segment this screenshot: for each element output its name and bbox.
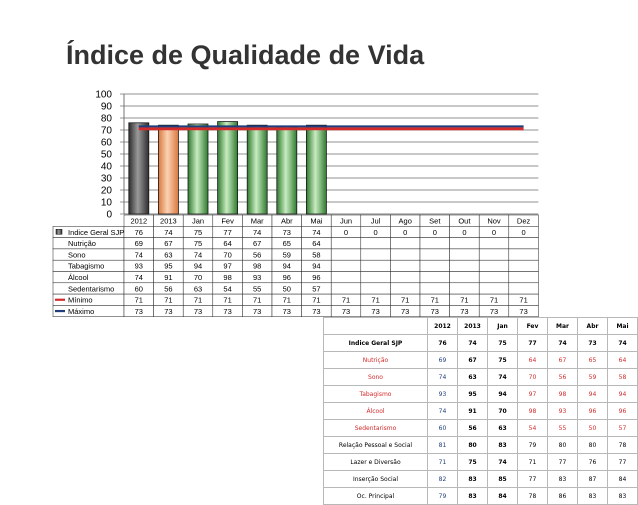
cell-value: 73: [282, 227, 291, 237]
detail-cell-value: 57: [608, 420, 638, 437]
cell-value: 73: [223, 306, 232, 316]
cell-value: 56: [164, 284, 173, 294]
detail-cell-value: 74: [608, 335, 638, 352]
detail-cell-value: 77: [518, 335, 548, 352]
detail-cell-value: 73: [578, 335, 608, 352]
cell-value: 67: [164, 239, 173, 249]
table-cell: [509, 272, 539, 283]
y-axis-ticks: [95, 90, 124, 221]
detail-cell-value: 85: [488, 471, 518, 488]
detail-cell-value: 91: [458, 403, 488, 420]
cell-value: 71: [460, 295, 469, 305]
cell-value: 55: [253, 284, 262, 294]
detail-column-header: Fev: [518, 318, 548, 335]
cell-value: 60: [134, 284, 143, 294]
detail-row-label: Inserção Social: [324, 471, 428, 488]
table-cell: [390, 260, 420, 271]
category-label: Ago: [398, 216, 412, 226]
cell-value: 0: [521, 227, 526, 237]
cell-value: 71: [134, 295, 143, 305]
cell-value: 94: [193, 261, 203, 271]
category-label: Abr: [280, 216, 293, 226]
cell-value: 71: [401, 295, 410, 305]
cell-value: 0: [343, 227, 349, 237]
detail-cell-value: 54: [518, 420, 548, 437]
detail-row-label: Indice Geral SJP: [324, 335, 428, 352]
cell-value: 97: [223, 261, 232, 271]
detail-cell-value: 63: [458, 369, 488, 386]
cell-value: 71: [223, 295, 232, 305]
bar: [247, 125, 267, 214]
detail-cell-value: 76: [428, 335, 458, 352]
detail-cell-value: 87: [578, 471, 608, 488]
cell-value: 0: [403, 227, 408, 237]
detail-row-label: Lazer e Diversão: [324, 454, 428, 471]
table-cell: [509, 260, 539, 271]
table-cell: [361, 283, 391, 294]
cell-value: 0: [373, 227, 378, 237]
detail-row: [324, 454, 638, 471]
cell-value: 56: [253, 250, 262, 260]
detail-cell-value: 67: [458, 352, 488, 369]
detail-row: [324, 471, 638, 488]
cell-value: 94: [282, 261, 291, 271]
row-label: Indice Geral SJP: [68, 227, 125, 237]
detail-cell-value: 74: [488, 369, 518, 386]
table-cell: [479, 238, 509, 249]
cell-value: 73: [371, 306, 380, 316]
detail-cell-value: 94: [488, 386, 518, 403]
detail-cell-value: 76: [578, 454, 608, 471]
detail-cell-value: 96: [608, 403, 638, 420]
detail-cell-value: 83: [458, 488, 488, 505]
category-label: 2012: [130, 216, 148, 226]
cell-value: 0: [462, 227, 467, 237]
y-tick-label: 100: [95, 89, 112, 101]
legend-key-bar: [56, 229, 62, 234]
detail-corner-cell: [324, 318, 428, 335]
detail-cell-value: 80: [458, 437, 488, 454]
cell-value: 74: [193, 250, 203, 260]
table-cell: [390, 272, 420, 283]
cell-value: 98: [223, 273, 232, 282]
table-cell: [331, 249, 361, 260]
bar: [277, 126, 297, 214]
detail-cell-value: 84: [608, 471, 638, 488]
y-tick-label: 0: [106, 209, 112, 221]
detail-cell-value: 58: [608, 369, 638, 386]
cell-value: 64: [312, 239, 321, 249]
detail-cell-value: 71: [428, 454, 458, 471]
detail-cell-value: 80: [578, 437, 608, 454]
cell-value: 95: [164, 261, 173, 271]
detail-column-header: 2013: [458, 318, 488, 335]
detail-cell-value: 94: [608, 386, 638, 403]
row-label: Máximo: [68, 306, 95, 316]
y-tick-label: 70: [100, 125, 112, 137]
bar: [306, 125, 326, 214]
bar: [188, 124, 208, 214]
category-label: Nov: [487, 216, 501, 226]
detail-column-header: Mai: [608, 318, 638, 335]
detail-cell-value: 98: [518, 403, 548, 420]
table-cell: [420, 260, 450, 271]
cell-value: 94: [312, 261, 321, 271]
cell-value: 73: [401, 306, 410, 316]
page-title: Índice de Qualidade de Vida: [66, 40, 425, 70]
table-cell: [331, 283, 361, 294]
detail-cell-value: 80: [548, 437, 578, 454]
detail-cell-value: 75: [488, 335, 518, 352]
detail-row-label: Sedentarismo: [324, 420, 428, 437]
table-cell: [509, 249, 539, 260]
category-label: Jul: [370, 216, 381, 226]
detail-cell-value: 84: [488, 488, 518, 505]
detail-row-label: Relação Pessoal e Social: [324, 437, 428, 454]
category-label: Jun: [339, 216, 353, 226]
detail-row: [324, 335, 638, 352]
cell-value: 71: [341, 295, 351, 305]
bar: [218, 122, 238, 214]
detail-row: [324, 369, 638, 386]
table-cell: [509, 283, 539, 294]
detail-column-header: Jan: [488, 318, 518, 335]
detail-cell-value: 83: [548, 471, 578, 488]
cell-value: 96: [312, 273, 321, 282]
detail-cell-value: 77: [518, 471, 548, 488]
detail-row: [324, 352, 638, 369]
cell-value: 73: [253, 306, 262, 316]
detail-cell-value: 55: [548, 420, 578, 437]
detail-cell-value: 79: [518, 437, 548, 454]
category-label: Mai: [310, 216, 323, 226]
chart-data-table: [53, 215, 538, 317]
cell-value: 93: [134, 261, 143, 271]
detail-column-header: Abr: [578, 318, 608, 335]
detail-cell-value: 74: [458, 335, 488, 352]
cell-value: 50: [282, 284, 291, 294]
cell-value: 98: [253, 261, 262, 271]
table-cell: [331, 238, 361, 249]
table-cell: [331, 260, 361, 271]
cell-value: 71: [312, 295, 321, 305]
detail-cell-value: 98: [548, 386, 578, 403]
table-cell: [479, 249, 509, 260]
table-cell: [331, 272, 361, 283]
cell-value: 63: [193, 284, 203, 294]
detail-cell-value: 60: [428, 420, 458, 437]
detail-cell-value: 67: [548, 352, 578, 369]
detail-cell-value: 74: [488, 454, 518, 471]
detail-cell-value: 56: [548, 369, 578, 386]
detail-row-label: Nutrição: [324, 352, 428, 369]
table-cell: [390, 238, 420, 249]
detail-cell-value: 70: [488, 403, 518, 420]
cell-value: 74: [312, 227, 321, 237]
cell-value: 74: [134, 250, 143, 260]
category-label: Dez: [516, 216, 531, 226]
detail-row-label: Oc. Principal: [324, 488, 428, 505]
category-label: 2013: [160, 216, 177, 226]
detail-cell-value: 95: [458, 386, 488, 403]
detail-cell-value: 71: [518, 454, 548, 471]
detail-cell-value: 83: [578, 488, 608, 505]
table-cell: [479, 283, 509, 294]
row-label: Álcool: [68, 273, 89, 282]
detail-cell-value: 64: [608, 352, 638, 369]
detail-cell-value: 75: [458, 454, 488, 471]
cell-value: 0: [491, 227, 497, 237]
y-tick-label: 90: [100, 101, 112, 113]
bar: [158, 125, 178, 214]
y-tick-label: 20: [100, 185, 112, 197]
y-tick-label: 10: [100, 197, 112, 209]
detail-cell-value: 74: [428, 403, 458, 420]
cell-value: 96: [282, 273, 291, 282]
table-cell: [361, 272, 391, 283]
table-cell: [361, 238, 391, 249]
detail-row: [324, 386, 638, 403]
table-cell: [509, 238, 539, 249]
cell-value: 71: [371, 295, 380, 305]
detail-cell-value: 96: [578, 403, 608, 420]
cell-value: 70: [193, 273, 203, 282]
detail-cell-value: 83: [458, 471, 488, 488]
cell-value: 70: [223, 250, 232, 260]
detail-cell-value: 70: [518, 369, 548, 386]
detail-cell-value: 82: [428, 471, 458, 488]
cell-value: 73: [193, 306, 203, 316]
detail-row-label: Sono: [324, 369, 428, 386]
table-cell: [450, 238, 480, 249]
table-cell: [361, 249, 391, 260]
detail-cell-value: 81: [428, 437, 458, 454]
row-label: Mínimo: [68, 295, 93, 305]
cell-value: 76: [134, 227, 143, 237]
cell-value: 71: [253, 295, 262, 305]
detail-row-label: Álcool: [324, 403, 428, 420]
detail-column-header: 2012: [428, 318, 458, 335]
table-cell: [420, 272, 450, 283]
detail-cell-value: 65: [578, 352, 608, 369]
cell-value: 63: [164, 250, 173, 260]
row-label: Sedentarismo: [68, 284, 115, 294]
cell-value: 59: [282, 250, 291, 260]
cell-value: 75: [193, 227, 203, 237]
y-tick-label: 50: [100, 149, 112, 161]
detail-cell-value: 94: [578, 386, 608, 403]
detail-row: [324, 403, 638, 420]
category-label: Jan: [191, 216, 205, 226]
cell-value: 73: [519, 306, 528, 316]
cell-value: 93: [253, 273, 262, 282]
row-label-cell: [53, 272, 124, 283]
detail-cell-value: 79: [428, 488, 458, 505]
table-cell: [450, 272, 480, 283]
row-label: Tabagismo: [68, 261, 105, 271]
cell-value: 71: [489, 295, 499, 305]
detail-cell-value: 83: [608, 488, 638, 505]
detail-cell-value: 64: [518, 352, 548, 369]
detail-cell-value: 77: [608, 454, 638, 471]
detail-row-label: Tabagismo: [324, 386, 428, 403]
table-cell: [479, 272, 509, 283]
detail-cell-value: 78: [518, 488, 548, 505]
cell-value: 74: [164, 227, 173, 237]
cell-value: 73: [134, 306, 143, 316]
y-tick-label: 30: [100, 173, 112, 185]
category-label: Fev: [221, 216, 234, 226]
detail-cell-value: 59: [578, 369, 608, 386]
detail-row: [324, 488, 638, 505]
cell-value: 73: [430, 306, 439, 316]
table-cell: [450, 249, 480, 260]
bar: [129, 123, 149, 214]
detail-cell-value: 69: [428, 352, 458, 369]
cell-value: 73: [312, 306, 321, 316]
category-label: Mar: [250, 216, 264, 226]
y-tick-label: 40: [100, 161, 112, 173]
table-cell: [390, 249, 420, 260]
cell-value: 91: [164, 273, 173, 282]
table-cell: [420, 283, 450, 294]
cell-value: 67: [253, 239, 262, 249]
detail-cell-value: 74: [428, 369, 458, 386]
detail-cell-value: 77: [548, 454, 578, 471]
detail-cell-value: 93: [548, 403, 578, 420]
cell-value: 65: [282, 239, 291, 249]
category-label: Out: [458, 216, 471, 226]
cell-value: 54: [223, 284, 232, 294]
detail-column-header: Mar: [548, 318, 578, 335]
cell-value: 74: [134, 273, 143, 282]
detail-cell-value: 78: [608, 437, 638, 454]
detail-cell-value: 93: [428, 386, 458, 403]
table-cell: [420, 238, 450, 249]
cell-value: 0: [432, 227, 437, 237]
cell-value: 69: [134, 239, 143, 249]
detail-cell-value: 97: [518, 386, 548, 403]
cell-value: 73: [460, 306, 469, 316]
detail-cell-value: 74: [548, 335, 578, 352]
chart-grid: [124, 94, 538, 214]
bar-series: [129, 122, 327, 214]
detail-cell-value: 83: [488, 437, 518, 454]
detail-cell-value: 63: [488, 420, 518, 437]
cell-value: 71: [430, 295, 439, 305]
detail-row: [324, 437, 638, 454]
detail-cell-value: 50: [578, 420, 608, 437]
cell-value: 73: [164, 306, 173, 316]
table-cell: [479, 260, 509, 271]
detail-cell-value: 75: [488, 352, 518, 369]
y-tick-label: 80: [100, 113, 112, 125]
table-cell: [361, 260, 391, 271]
table-cell: [390, 283, 420, 294]
cell-value: 71: [519, 295, 528, 305]
cell-value: 58: [312, 250, 321, 260]
cell-value: 73: [341, 306, 351, 316]
row-label: Nutrição: [68, 239, 96, 249]
detail-header-row: [324, 318, 638, 335]
row-label: Sono: [68, 250, 86, 260]
cell-value: 73: [282, 306, 291, 316]
table-cell: [420, 249, 450, 260]
cell-value: 71: [193, 295, 203, 305]
detail-row: [324, 420, 638, 437]
table-cell: [450, 283, 480, 294]
detail-cell-value: 56: [458, 420, 488, 437]
cell-value: 77: [223, 227, 232, 237]
cell-value: 64: [223, 239, 232, 249]
cell-value: 71: [164, 295, 173, 305]
cell-value: 71: [282, 295, 291, 305]
table-cell: [450, 260, 480, 271]
cell-value: 75: [193, 239, 203, 249]
category-label: Set: [429, 216, 441, 226]
cell-value: 74: [253, 227, 262, 237]
line-series: [139, 126, 524, 128]
detail-cell-value: 86: [548, 488, 578, 505]
detail-table: [323, 317, 638, 505]
cell-value: 73: [489, 306, 499, 316]
row-label-cell: [53, 249, 124, 260]
cell-value: 57: [312, 284, 321, 294]
y-tick-label: 60: [100, 137, 112, 149]
